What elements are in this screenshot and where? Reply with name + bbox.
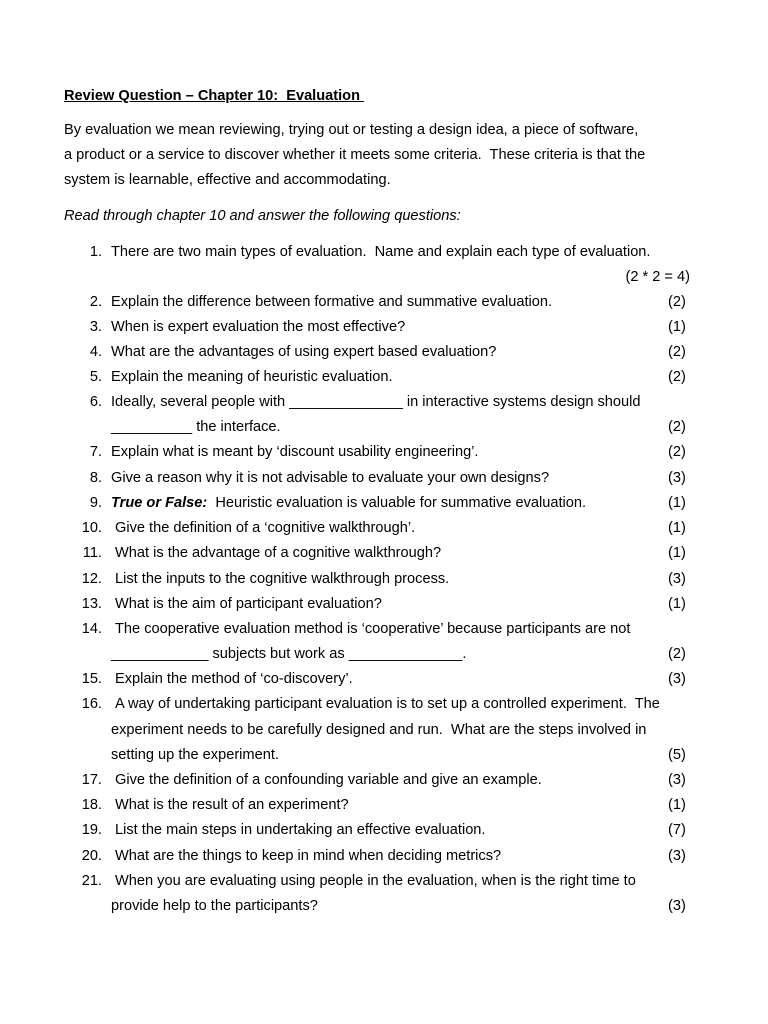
question-item (0, 442, 768, 467)
question-item (0, 770, 768, 795)
question-marks: (3) (668, 470, 686, 486)
question-item (0, 543, 768, 568)
question-item (0, 871, 768, 896)
question-marks: (2) (668, 344, 686, 360)
question-number: 18. (81, 797, 102, 813)
question-marks: (2 * 2 = 4) (625, 269, 690, 285)
question-number: 1. (89, 244, 102, 260)
question-item (0, 468, 768, 493)
question-item (0, 367, 768, 392)
question-marks: (1) (668, 545, 686, 561)
question-text: List the main steps in undertaking an effective evaluation. (115, 822, 486, 838)
question-number: 9. (89, 495, 102, 511)
question-number: 3. (89, 319, 102, 335)
question-number: 19. (81, 822, 102, 838)
question-number: 15. (81, 671, 102, 687)
question-text: What are the advantages of using expert based evaluation? (111, 344, 497, 360)
question-text: Explain the method of ‘co-discovery’. (115, 671, 353, 687)
question-marks: (2) (668, 419, 686, 435)
question-marks: (2) (668, 646, 686, 662)
question-number: 4. (89, 344, 102, 360)
question-text: Explain the meaning of heuristic evaluation. (111, 369, 393, 385)
question-marks: (2) (668, 444, 686, 460)
question-number: 14. (81, 621, 102, 637)
question-text: What is the advantage of a cognitive walkthrough? (115, 545, 442, 561)
question-number: 17. (81, 772, 102, 788)
question-number: 2. (89, 294, 102, 310)
question-marks: (3) (668, 898, 686, 914)
question-text: Ideally, several people with ______________ in interactive systems design should (111, 394, 641, 410)
question-number: 13. (81, 596, 102, 612)
question-continuation (0, 720, 768, 745)
question-item (0, 820, 768, 845)
question-item (0, 569, 768, 594)
question-marks: (1) (668, 596, 686, 612)
question-number: 10. (81, 520, 102, 536)
intro-line: a product or a service to discover whether it meets some criteria. These criteria is that the (64, 147, 646, 163)
question-item (0, 493, 768, 518)
question-text: __________ the interface. (111, 419, 281, 435)
question-text: When you are evaluating using people in the evaluation, when is the right time to (115, 873, 636, 889)
question-text: Give the definition of a ‘cognitive walkthrough’. (115, 520, 416, 536)
question-marks: (2) (668, 294, 686, 310)
question-text: Give a reason why it is not advisable to evaluate your own designs? (111, 470, 550, 486)
question-marks: (3) (668, 772, 686, 788)
question-marks: (1) (668, 520, 686, 536)
question-text: List the inputs to the cognitive walkthrough process. (115, 571, 450, 587)
question-item (0, 619, 768, 644)
question-number: 11. (82, 545, 102, 561)
question-text: experiment needs to be carefully designed and run. What are the steps involved in (111, 722, 647, 738)
question-text: Give the definition of a confounding variable and give an example. (115, 772, 542, 788)
question-text: When is expert evaluation the most effective? (111, 319, 406, 335)
question-text: provide help to the participants? (111, 898, 318, 914)
question-marks: (3) (668, 671, 686, 687)
question-number: 21. (81, 873, 102, 889)
question-number: 12. (81, 571, 102, 587)
question-text: Explain what is meant by ‘discount usability engineering’. (111, 444, 479, 460)
question-item (0, 669, 768, 694)
intro-paragraph (64, 118, 704, 193)
question-number: 7. (89, 444, 102, 460)
question-number: 20. (81, 848, 102, 864)
question-marks: (3) (668, 848, 686, 864)
question-number: 8. (89, 470, 102, 486)
question-number: 6. (89, 394, 102, 410)
question-item (0, 795, 768, 820)
question-marks-row (0, 267, 768, 292)
question-text: The cooperative evaluation method is ‘cooperative’ because participants are not (115, 621, 631, 637)
question-number: 16. (81, 696, 102, 712)
question-text: What are the things to keep in mind when deciding metrics? (115, 848, 502, 864)
question-item (0, 518, 768, 543)
question-item (0, 292, 768, 317)
question-text-rest: Heuristic evaluation is valuable for summative evaluation. (207, 495, 587, 511)
question-marks: (1) (668, 797, 686, 813)
true-or-false-label: True or False: (111, 495, 208, 511)
question-item (0, 694, 768, 719)
question-continuation (0, 644, 768, 669)
question-text: Explain the difference between formative and summative evaluation. (111, 294, 553, 310)
question-marks: (2) (668, 369, 686, 385)
intro-line: By evaluation we mean reviewing, trying out or testing a design idea, a piece of software, (64, 122, 639, 138)
question-item (0, 594, 768, 619)
question-text (111, 493, 586, 513)
question-marks: (5) (668, 747, 686, 763)
question-marks: (3) (668, 571, 686, 587)
question-item (0, 242, 768, 267)
question-continuation (0, 745, 768, 770)
question-number: 5. (89, 369, 102, 385)
question-continuation (0, 417, 768, 442)
question-text: What is the result of an experiment? (115, 797, 349, 813)
question-marks: (7) (668, 822, 686, 838)
intro-line: system is learnable, effective and accommodating. (64, 172, 391, 188)
question-marks: (1) (668, 495, 686, 511)
question-text: What is the aim of participant evaluation? (115, 596, 382, 612)
question-text: There are two main types of evaluation. Name and explain each type of evaluation. (111, 244, 651, 260)
question-marks: (1) (668, 319, 686, 335)
question-item (0, 342, 768, 367)
question-continuation (0, 896, 768, 921)
question-item (0, 317, 768, 342)
question-item (0, 392, 768, 417)
question-text: setting up the experiment. (111, 747, 279, 763)
page-title: Review Question – Chapter 10: Evaluation (64, 88, 365, 104)
instruction-text: Read through chapter 10 and answer the following questions: (64, 208, 461, 224)
question-text: A way of undertaking participant evaluation is to set up a controlled experiment. The (115, 696, 660, 712)
question-text: ____________ subjects but work as ______________. (111, 646, 467, 662)
question-item (0, 846, 768, 871)
